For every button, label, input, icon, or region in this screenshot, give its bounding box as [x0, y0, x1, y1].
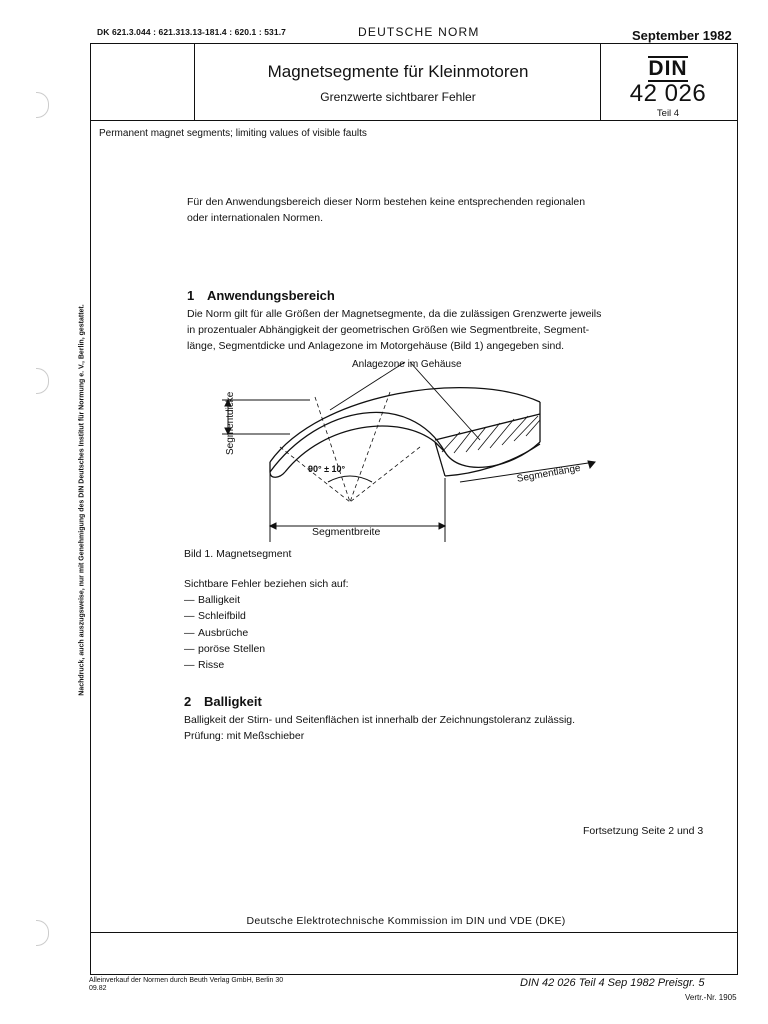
section-2-heading — [184, 694, 262, 709]
document-subtitle: Grenzwerte sichtbarer Fehler — [320, 90, 476, 104]
section-2-line-2: Prüfung: mit Meßschieber — [184, 730, 305, 742]
list-dash: — — [184, 642, 195, 655]
list-item: — Risse — [184, 657, 349, 673]
label-segmentdicke: Segmentdicke — [225, 391, 236, 455]
list-dash: — — [184, 610, 195, 623]
footer-reference: DIN 42 026 Teil 4 Sep 1982 Preisgr. 5 — [520, 977, 705, 989]
commission-name: Deutsche Elektrotechnische Kommission im DIN und VDE (DKE) — [246, 915, 566, 927]
continuation-note: Fortsetzung Seite 2 und 3 — [583, 825, 704, 837]
din-part: Teil 4 — [656, 108, 680, 119]
faults-intro: Sichtbare Fehler beziehen sich auf: — [184, 578, 349, 590]
section-1-number: 1 — [187, 288, 195, 303]
section-2-line-1: Balligkeit der Stirn- und Seitenflächen ist innerhalb der Zeichnungstoleranz zulässig. — [184, 714, 576, 726]
section-1-line-3: länge, Segmentdicke und Anlagezone im Motorgehäuse (Bild 1) angegeben sind. — [187, 340, 565, 352]
list-item: — poröse Stellen — [184, 641, 349, 657]
header-col-divider-left — [194, 43, 195, 121]
section-1-line-2: in prozentualer Abhängigkeit der geometrischen Größen wie Segmentbreite, Segment- — [187, 324, 590, 336]
label-angle: 90° ± 10° — [308, 464, 346, 474]
intro-paragraph — [187, 194, 585, 226]
section-1-paragraph — [187, 306, 601, 354]
header-col-divider-right — [600, 43, 601, 121]
section-1-heading — [187, 288, 335, 303]
footer-publisher-line-1: Alleinverkauf der Normen durch Beuth Verlag GmbH, Berlin 30 — [89, 977, 284, 984]
footer-publisher-line-2: 09.82 — [89, 985, 107, 992]
list-item: — Ausbrüche — [184, 625, 349, 641]
footer-vertr-number: Vertr.-Nr. 1905 — [685, 993, 737, 1002]
punch-hole-mark — [36, 920, 49, 946]
list-dash: — — [184, 626, 195, 639]
list-item: — Balligkeit — [184, 592, 349, 608]
outer-arc-front — [270, 388, 540, 462]
section-2-paragraph — [184, 712, 575, 744]
label-segmentlaenge: Segmentlänge — [516, 462, 582, 485]
intro-line-2: oder internationalen Normen. — [187, 212, 323, 224]
norm-label: DEUTSCHE NORM — [358, 25, 480, 39]
section-2-title: Balligkeit — [204, 694, 262, 709]
reprint-notice: Nachdruck, auch auszugsweise, nur mit Genehmigung des DIN Deutsches Institut für Normung e. V., Berlin, gestattet. — [78, 304, 86, 696]
label-anlagezone: Anlagezone im Gehäuse — [352, 359, 462, 370]
din-number: 42 026 — [629, 80, 707, 107]
intro-line-1: Für den Anwendungsbereich dieser Norm bestehen keine entsprechenden regionalen — [187, 196, 586, 208]
footer-divider — [90, 932, 738, 933]
list-item: — Schleifbild — [184, 608, 349, 624]
section-1-title: Anwendungsbereich — [207, 288, 335, 303]
punch-hole-mark — [36, 92, 49, 118]
section-1-line-1: Die Norm gilt für alle Größen der Magnetsegmente, da die zulässigen Grenzwerte jeweils — [187, 308, 602, 320]
english-title: Permanent magnet segments; limiting values of visible faults — [99, 128, 367, 139]
document-title: Magnetsegmente für Kleinmotoren — [267, 62, 529, 81]
figure-caption: Bild 1. Magnetsegment — [184, 548, 292, 560]
faults-list — [184, 576, 349, 673]
din-logo: DIN — [648, 57, 688, 80]
magnet-segment-figure — [210, 352, 610, 544]
list-dash: — — [184, 659, 195, 672]
punch-hole-mark — [36, 368, 49, 394]
list-dash: — — [184, 594, 195, 607]
header-divider — [90, 120, 738, 121]
footer-publisher — [89, 977, 283, 993]
dk-classification: DK 621.3.044 : 621.313.13-181.4 : 620.1 : 531.7 — [97, 27, 286, 37]
label-segmentbreite: Segmentbreite — [312, 526, 381, 538]
section-2-number: 2 — [184, 694, 192, 709]
issue-date: September 1982 — [632, 28, 732, 43]
